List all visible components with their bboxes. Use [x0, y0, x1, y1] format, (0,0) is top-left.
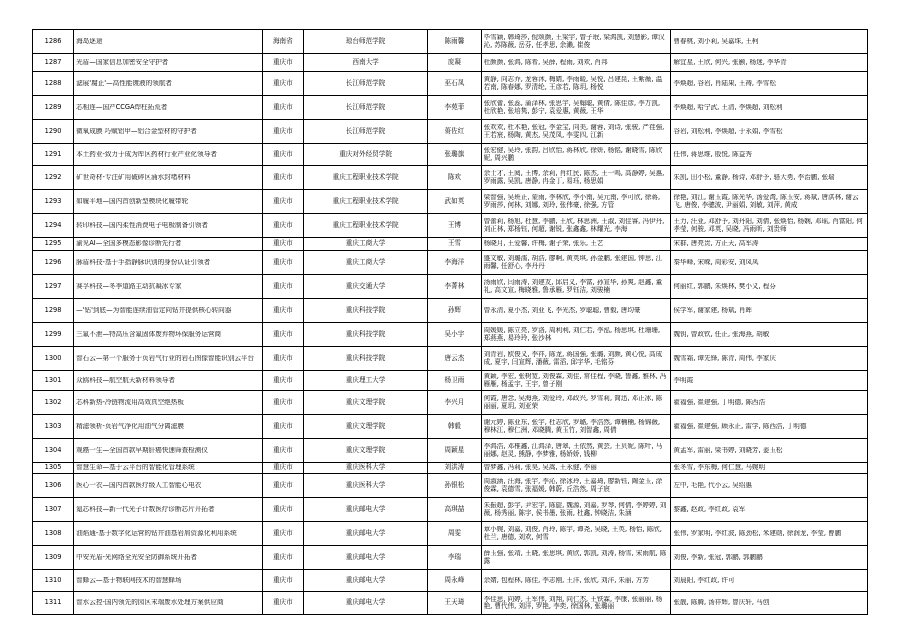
- advisors-text: 翟福强, 崔建强, 顾永正, 雷学, 陈西浩, 丁明德: [673, 422, 807, 430]
- school: 重庆邮电大学: [303, 546, 427, 570]
- advisors-text: 魏钥, 曾政钦, 任正, 张海燕, 胡敏: [673, 330, 770, 338]
- table-row: [33, 498, 868, 522]
- team-members: [481, 120, 671, 144]
- project-name: [74, 391, 263, 415]
- team-members-text: 汤雨欣, 闫雨涛, 刘建友, 邱启义, 李富, 孙宣华, 孙爽, 赵鑫, 董礼, 高文宣, 梅晓雅, 鲁承雁, 罗钰洁, 刘骏楠: [483, 279, 663, 294]
- region: 重庆市: [262, 251, 303, 275]
- advisors-text: 张冬雪, 李东梅, 何仁慧, 马婉明: [673, 464, 766, 472]
- project-name: [74, 251, 263, 275]
- school: 重庆科技学院: [303, 347, 427, 371]
- project-name-text: 微氧成膜 巧赋铝甲—铝合金型材的守护者: [76, 127, 197, 135]
- project-name: [74, 347, 263, 371]
- team-leader: 孙银松: [428, 474, 481, 498]
- row-number: 1295: [33, 238, 74, 251]
- project-name-text: 如履平地—国内首创新型模块化履带轮: [76, 197, 189, 205]
- advisors-text: 王力, 汪亚, 邓舒予, 刘丹阳, 刘倩, 张焕怡, 杨娴, 邓瑶, 肖富阳, 何孝莹, 何骏, 邓英, 吴晓, 冯雨昕, 刘贵师: [673, 218, 863, 233]
- advisors-text: 李明霞: [673, 376, 694, 384]
- team-members-text: 梁智强, 吴班正, 蒙雨, 李林欣, 李小南, 吴元南, 李可欣, 徐蒋, 罗雨莎, 何林, 刘娜, 刘玲, 张伟豪, 徐强, 方管: [483, 194, 661, 209]
- region: 重庆市: [262, 190, 303, 214]
- row-number: 1310: [33, 570, 74, 592]
- team-members-text: 刘青岩, 欧俊义, 李祥, 陈龙, 蒋国强, 张璐, 刘颜, 黄心悦, 高成成, 夏宇, 闫宣辉, 潘薇, 雷滔, 邱宇华, 毛铭芬: [483, 351, 663, 366]
- team-members-text: 曾蕾莉, 杨旭, 杜慧, 李鹏, 王欣, 林思洲, 王淑, 刘佳睿, 冯伊丹, 刘正林, 郑杨钰, 何超, 谢锐, 张鑫鑫, 林耀光, 李海: [483, 218, 665, 233]
- team-leader: 李苑菲: [428, 96, 481, 120]
- project-name-text: 本土药业-致力于成为库区药材行业产业化领导者: [76, 150, 217, 158]
- table-row: [33, 570, 868, 592]
- table-row: [33, 144, 868, 166]
- region: 重庆市: [262, 144, 303, 166]
- team-members-text: 张欢欢, 杜木艳, 张冠, 李金宝, 向美, 谢蓉, 刘诗, 张骏, 严荏强, 王若宸, 杨陶, 黄杰, 吴茂凤, 李雯四, 江新: [483, 124, 665, 139]
- row-number: 1290: [33, 120, 74, 144]
- school: 重庆文理学院: [303, 391, 427, 415]
- advisors: [671, 415, 868, 439]
- advisors-text: 任伟, 蒋思维, 殷悦, 陈益秀: [673, 150, 752, 158]
- project-name: [74, 299, 263, 323]
- row-number: 1294: [33, 214, 74, 238]
- team-members-text: 黄静, 向志乔, 龙蓉沐, 梅婧, 李雨暖, 吴悦, 吕建昆, 王紫薇, 温若南, 陈春娜, 罗清纶, 王彦若, 陈玥, 杨悦: [483, 76, 663, 91]
- project-name-text: 氪芯科技—新一代光子计数医疗诊断芯片开拓者: [76, 505, 215, 513]
- award-list-table: [32, 29, 868, 615]
- row-number: 1304: [33, 439, 74, 463]
- project-name: [74, 323, 263, 347]
- table-row: [33, 275, 868, 299]
- advisors-text: 曹春桃, 刘小莉, 吴嘉珠, 王柯: [673, 37, 759, 45]
- region: 重庆市: [262, 570, 303, 592]
- region: 重庆市: [262, 323, 303, 347]
- project-name: [74, 166, 263, 190]
- region: 重庆市: [262, 347, 303, 371]
- school: 重庆文理学院: [303, 415, 427, 439]
- advisors-text: 刘晨阳, 李红政, 许可: [673, 576, 735, 584]
- project-name-text: 智水云控-国内领先的园区末端废水处理方案供应商: [76, 599, 224, 607]
- advisors: [671, 72, 868, 96]
- school: 重庆工程职业技术学院: [303, 166, 427, 190]
- team-leader: 王雪: [428, 238, 481, 251]
- project-name-text: 智石云—第一个服务于页岩气行业的岩石图像智能识别云平台: [76, 354, 255, 362]
- team-leader: 高琪喆: [428, 498, 481, 522]
- team-members-text: 曾永清, 夏小杰, 刘亚飞, 李光杰, 罗聪聪, 曹毅, 唐均豪: [483, 306, 641, 314]
- advisors-text: 朱凯, 田小松, 董静, 杨诗, 邓舒予, 骆大勇, 李治鹏, 张瑞: [673, 173, 835, 181]
- team-members-text: 朱振超, 彭宇, 尹宏宇, 陈旋, 魏源, 刘嘉, 罗琴, 何倩, 李婷婷, 刘薇, 杨秀丽, 陈宇, 侯书墨, 张雨, 杜鑫, 钟晓洁, 朱涵: [483, 502, 667, 517]
- advisors: [671, 347, 868, 371]
- advisors-text: 谷岩, 刘松利, 李焕超, 于永娟, 李雪松: [673, 127, 783, 135]
- school: 重庆邮电大学: [303, 522, 427, 546]
- project-name-text: 中安光盾-光网络全光安全防御系统开拓者: [76, 553, 198, 561]
- region: 重庆市: [262, 522, 303, 546]
- school: 重庆邮电大学: [303, 570, 427, 592]
- table-row: [33, 72, 868, 96]
- project-name-text: 智蜂云—基于物联网技术的智慧蜂场: [76, 576, 182, 584]
- project-name: [74, 371, 263, 391]
- table-row: [33, 371, 868, 391]
- team-members: [481, 96, 671, 120]
- row-number: 1297: [33, 275, 74, 299]
- team-members: [481, 214, 671, 238]
- advisors-text: 李焕超, 哈宁武, 王清, 李焕超, 刘松利: [673, 103, 783, 111]
- table-row: [33, 238, 868, 251]
- advisors: [671, 570, 868, 592]
- team-leader: 巫石凤: [428, 72, 481, 96]
- region: 重庆市: [262, 463, 303, 474]
- team-leader: 庞凝: [428, 54, 481, 72]
- team-leader: 李瑞: [428, 546, 481, 570]
- school: 重庆医科大学: [303, 463, 427, 474]
- region: 重庆市: [262, 72, 303, 96]
- project-name: [74, 30, 263, 54]
- team-members: [481, 463, 671, 474]
- project-name: [74, 54, 263, 72]
- advisors: [671, 275, 868, 299]
- project-name-text: 油焰通-基于数字化运营的钻井油基岩屑资源化利用系统: [76, 529, 237, 537]
- row-number: 1300: [33, 347, 74, 371]
- team-members: [481, 347, 671, 371]
- advisors: [671, 592, 868, 615]
- team-members-text: 张欣蕾, 张蕊, 蒲泽林, 张思宇, 吴翰聪, 黄倩, 陈佳彦, 李万凯, 杜欣艳, 张培隽, 彭宁, 袁爱惠, 黄薇, 王华: [483, 100, 661, 115]
- advisors: [671, 474, 868, 498]
- team-members: [481, 474, 671, 498]
- team-leader: 周永峰: [428, 570, 481, 592]
- advisors: [671, 96, 868, 120]
- table-row: [33, 439, 868, 463]
- region: 重庆市: [262, 439, 303, 463]
- table-row: [33, 251, 868, 275]
- row-number: 1311: [33, 592, 74, 615]
- project-name-text: 转印科技—国内柔性消费电子电极制备引领者: [76, 221, 208, 229]
- project-name: [74, 120, 263, 144]
- region: 重庆市: [262, 592, 303, 615]
- table-row: [33, 391, 868, 415]
- row-number: 1306: [33, 474, 74, 498]
- project-name: [74, 144, 263, 166]
- project-name: [74, 415, 263, 439]
- team-leader: 周雯: [428, 522, 481, 546]
- team-leader: 刘洪涛: [428, 463, 481, 474]
- row-number: 1296: [33, 251, 74, 275]
- school: 重庆工程职业技术学院: [303, 214, 427, 238]
- school: 重庆工程职业技术学院: [303, 190, 427, 214]
- school: 重庆工商大学: [303, 238, 427, 251]
- team-members-text: 何霞, 唐念, 吴海燕, 刘爱玲, 邓政兴, 罗雪莉, 简迅, 邓正冰, 陈丽丽, 夏玥, 刘亚荣: [483, 395, 663, 410]
- project-name-text: 智慧生命—基于云平台的智能化管理系统: [76, 464, 195, 472]
- team-members-text: 李鸿浩, 邓椎鑫, 江鸿泽, 唐翠, 王依然, 黄芸, 王贝妮, 陈叶, 马丽娜, 赵灵, 熊静, 李梦雅, 杨娇娇, 钱柳: [483, 443, 663, 458]
- team-members-text: 周媛媛, 陈立亮, 罗洛, 周利利, 刘仁若, 李泓, 杨思琪, 杜珊珊, 郑燕燕, 易玲玲, 张沙林: [483, 327, 661, 342]
- table-row: [33, 30, 868, 54]
- team-leader: 武如英: [428, 190, 481, 214]
- region: 重庆市: [262, 54, 303, 72]
- advisors-text: 解宜星, 王欣, 何兴, 张颢, 杨迷, 李华青: [673, 58, 787, 66]
- team-members-text: 章小婉, 刘嘉, 刘俊, 肖玲, 陈宇, 谭尧, 吴晓, 王英, 杨怡, 陈欣, 杜兰, 唐德, 刘欢, 何雪: [483, 526, 662, 541]
- table-row: [33, 463, 868, 474]
- project-name: [74, 72, 263, 96]
- row-number: 1298: [33, 299, 74, 323]
- team-members: [481, 166, 671, 190]
- school: 重庆文理学院: [303, 439, 427, 463]
- team-members-text: 薛玉强, 张靖, 王晓, 张思琪, 黄欣, 郭凯, 刘涛, 杨雪, 宋雨航, 陈露: [483, 550, 667, 565]
- project-name: [74, 275, 263, 299]
- project-name-text: 脉盾科技-基于手指静脉识别的身份认证引领者: [76, 258, 211, 266]
- advisors-text: 宋群, 唐亮贵, 方正天, 高军涛: [673, 240, 759, 248]
- region: 重庆市: [262, 498, 303, 522]
- team-leader: 王博: [428, 214, 481, 238]
- team-members: [481, 251, 671, 275]
- table-row: [33, 592, 868, 615]
- project-name-text: —'钻'到底—为智能连续油管定向钻井提供核心转向器: [76, 306, 232, 314]
- project-name-text: 渝见AI—全国多模态影像诊断先行者: [76, 240, 182, 248]
- advisors-text: 秦华峰, 宋嵘, 周彩安, 刘凤凤: [673, 258, 759, 266]
- project-name-text: 滤展'腐止'—高性能镀液的领航者: [76, 79, 173, 87]
- row-number: 1302: [33, 391, 74, 415]
- team-members: [481, 190, 671, 214]
- table-row: [33, 120, 868, 144]
- region: 重庆市: [262, 166, 303, 190]
- advisors-text: 左中, 毛艳, 代小云, 吴绍惠: [673, 481, 752, 489]
- advisors: [671, 439, 868, 463]
- team-members-text: 杜颜颜, 张鸿, 陈希, 吴薛, 程雨, 刘欢, 肖邦: [483, 58, 608, 66]
- team-members-text: 李佳思, 向婷, 王军伟, 刘翔, 向仁杰, 王铁霖, 李康, 张丽丽, 杨艳, 曹代伟, 刘洋, 罗艳, 李奕, 徐国林, 张璐丽: [483, 595, 663, 610]
- table-row: [33, 166, 868, 190]
- team-leader: 李海洋: [428, 251, 481, 275]
- table-row: [33, 474, 868, 498]
- team-members: [481, 323, 671, 347]
- school: 重庆工商大学: [303, 251, 427, 275]
- team-members: [481, 415, 671, 439]
- advisors-text: 何丽红, 郭鹏, 朱焕林, 樊小义, 程芬: [673, 282, 776, 290]
- team-members-text: 杨晓月, 王爱馨, 许梅, 谢子荣, 张乐, 王艺: [483, 240, 604, 248]
- project-name-text: 海岛逐途: [76, 37, 103, 45]
- advisors: [671, 323, 868, 347]
- row-number: 1289: [33, 96, 74, 120]
- table-row: [33, 415, 868, 439]
- school: 重庆邮电大学: [303, 498, 427, 522]
- project-name-text: 芯相连—国产CCGA焊柱拓荒者: [76, 103, 168, 111]
- project-name: [74, 439, 263, 463]
- advisors: [671, 190, 868, 214]
- advisors-text: 李焕超, 谷岩, 肖陆果, 王祷, 李雪松: [673, 79, 776, 87]
- row-number: 1292: [33, 166, 74, 190]
- team-leader: 王天琦: [428, 592, 481, 615]
- school: 重庆理工大学: [303, 371, 427, 391]
- school: 重庆邮电大学: [303, 592, 427, 615]
- row-number: 1301: [33, 371, 74, 391]
- team-leader: 孙辉: [428, 299, 481, 323]
- region: 重庆市: [262, 415, 303, 439]
- team-members: [481, 498, 671, 522]
- advisors-text: 翟福强, 崔建强, 丁明德, 陈西浩: [673, 398, 766, 406]
- table-row: [33, 522, 868, 546]
- region: 重庆市: [262, 371, 303, 391]
- advisors: [671, 546, 868, 570]
- region: 重庆市: [262, 238, 303, 251]
- advisors: [671, 30, 868, 54]
- project-name-text: 矿世奇材-专注矿用破碎区涌水封堵材料: [76, 173, 191, 181]
- advisors-text: 张伟, 罗家明, 李红波, 陈劲松, 米建勋, 徐润龙, 李莹, 曹鹏: [673, 529, 842, 537]
- team-members-text: 余婧, 包程林, 陈佳, 李志刚, 王洋, 张欣, 刘洋, 朱丽, 方芳: [483, 576, 649, 584]
- row-number: 1287: [33, 54, 74, 72]
- team-members: [481, 439, 671, 463]
- row-number: 1303: [33, 415, 74, 439]
- region: 重庆市: [262, 391, 303, 415]
- advisors-text: 黎鑫, 赵政, 李红政, 袁军: [673, 505, 746, 513]
- row-number: 1308: [33, 522, 74, 546]
- project-name-text: 赛孚科技—冬季道路主动抗凝冰专家: [76, 282, 182, 290]
- table-row: [33, 190, 868, 214]
- advisors-text: 侯学军, 谢家建, 杨斌, 肖晖: [673, 306, 752, 314]
- advisors: [671, 391, 868, 415]
- project-name-text: 三氟不泄—特高压含氟固体废弃物环保服务运营商: [76, 330, 222, 338]
- advisors: [671, 498, 868, 522]
- project-name: [74, 214, 263, 238]
- advisors-text: 徐艳, 刘江, 谢玉霞, 陈光华, 汤爱湾, 陈玉安, 蒋斌, 唐洪林, 谢云飞, 唐俊, 李骢波, 尹丽娟, 刘敏, 刘萍, 黄成: [673, 194, 859, 209]
- advisors: [671, 463, 868, 474]
- team-members: [481, 299, 671, 323]
- project-name-text: 观癌一生—全国首款早期肝癌快速筛查检测仪: [76, 446, 208, 454]
- team-leader: 杨卫雨: [428, 371, 481, 391]
- school: 重庆医科大学: [303, 474, 427, 498]
- region: 重庆市: [262, 96, 303, 120]
- table-row: [33, 323, 868, 347]
- row-number: 1309: [33, 546, 74, 570]
- team-leader: 李菁林: [428, 275, 481, 299]
- project-name-text: 光盾—国家信息加密安全守护者: [76, 58, 169, 66]
- row-number: 1286: [33, 30, 74, 54]
- table-row: [33, 546, 868, 570]
- team-leader: 蒉佐红: [428, 120, 481, 144]
- table-row: [33, 347, 868, 371]
- row-number: 1291: [33, 144, 74, 166]
- school: 重庆科技学院: [303, 299, 427, 323]
- project-name: [74, 190, 263, 214]
- team-members: [481, 275, 671, 299]
- school: 重庆科技学院: [303, 323, 427, 347]
- team-members: [481, 546, 671, 570]
- project-name: [74, 592, 263, 615]
- project-name: [74, 498, 263, 522]
- school: 重庆对外经贸学院: [303, 144, 427, 166]
- project-name-text: 精滤领析-页岩气净化用油气分离滤膜: [76, 422, 184, 430]
- team-members: [481, 570, 671, 592]
- team-leader: 韩毅: [428, 415, 481, 439]
- team-leader: 吴小宇: [428, 323, 481, 347]
- team-members-text: 谢元婷, 陈亚东, 张宇, 杜志欣, 罗璐, 李浩然, 谭楠楠, 杨锦薇, 穆林江, 穆仁洲, 邓晓腾, 黄玉竹, 刘智鑫, 周倩: [483, 419, 661, 434]
- team-members: [481, 522, 671, 546]
- school: 西南大学: [303, 54, 427, 72]
- row-number: 1299: [33, 323, 74, 347]
- project-name-text: 芯科新热-冷链物流用高效真空绝热板: [76, 398, 184, 406]
- school: 长江师范学院: [303, 120, 427, 144]
- school: 琼台师范学院: [303, 30, 427, 54]
- row-number: 1288: [33, 72, 74, 96]
- advisors-text: 张靓, 陈腾, 汤祥辉, 曾庆轩, 马创: [673, 599, 770, 607]
- region: 重庆市: [262, 546, 303, 570]
- team-members: [481, 238, 671, 251]
- advisors: [671, 522, 868, 546]
- advisors: [671, 238, 868, 251]
- advisors: [671, 371, 868, 391]
- team-members-text: 余士才, 王阅, 王博, 余莉, 肖红民, 陈杰, 王一鸣, 高静婷, 吴惠, 罗雨露, 吴凯, 唐静, 冉金丁, 易珏, 杨思娟: [483, 170, 665, 185]
- team-members-text: 毕雪颖, 韩琦莎, 倪颂颜, 王梁宇, 曾子珉, 梁鸿凯, 刘慧影, 谭汉沁, 苏陈薇, 岳芬, 任孝思, 余濑, 崔俊: [483, 34, 665, 49]
- advisors: [671, 299, 868, 323]
- region: 重庆市: [262, 214, 303, 238]
- team-members: [481, 72, 671, 96]
- advisors-text: 刘俊, 李新, 张冠, 郭鹏, 郭鹏鹏: [673, 553, 763, 561]
- region: 重庆市: [262, 275, 303, 299]
- team-members: [481, 54, 671, 72]
- team-members: [481, 371, 671, 391]
- school: 长江师范学院: [303, 72, 427, 96]
- advisors: [671, 251, 868, 275]
- project-name: [74, 238, 263, 251]
- project-name-text: 医心一衣—国内首款医疗级人工智能心电衣: [76, 481, 202, 489]
- table-row: [33, 214, 868, 238]
- team-leader: 张璐旗: [428, 144, 481, 166]
- project-name: [74, 522, 263, 546]
- table-row: [33, 96, 868, 120]
- project-name: [74, 474, 263, 498]
- advisors: [671, 120, 868, 144]
- school: 重庆交通大学: [303, 275, 427, 299]
- team-members-text: 张宏健, 吴玲, 张韵, 吕欣怡, 蒋林欣, 徐妍, 杨铭, 谢晓雪, 陈欣妮, 周兴鹏: [483, 147, 663, 162]
- advisors: [671, 166, 868, 190]
- advisors-text: 黄孟军, 雷丽, 梁书婷, 刘晓芳, 姜玉松: [673, 446, 783, 454]
- award-list-body: [33, 30, 868, 615]
- school: 长江师范学院: [303, 96, 427, 120]
- row-number: 1293: [33, 190, 74, 214]
- table-row: [33, 54, 868, 72]
- team-members: [481, 391, 671, 415]
- team-members: [481, 592, 671, 615]
- team-leader: 陈欢: [428, 166, 481, 190]
- region: 重庆市: [262, 474, 303, 498]
- team-leader: 周颖星: [428, 439, 481, 463]
- team-leader: 陈雨馨: [428, 30, 481, 54]
- team-leader: 唐云杰: [428, 347, 481, 371]
- team-members: [481, 144, 671, 166]
- row-number: 1305: [33, 463, 74, 474]
- region: 海南省: [262, 30, 303, 54]
- region: 重庆市: [262, 120, 303, 144]
- advisors: [671, 144, 868, 166]
- team-members-text: 黄颖, 李宏, 张树宽, 刘俊霖, 刘佳, 常佳程, 李晓, 鲁鑫, 雅林, 冯雁雁, 杨孟宇, 王宇, 曾子刚: [483, 373, 667, 388]
- project-name: [74, 570, 263, 592]
- team-members: [481, 30, 671, 54]
- advisors-text: 魏雪霜, 谭先锋, 陈青, 周伟, 李家庆: [673, 354, 776, 362]
- team-members-text: 周淑涵, 汪海, 张宇, 李沁, 徐冰玲, 王嘉琦, 廖新钰, 陶金玉, 涂俊霖, 袁德雪, 张福媛, 韩蔚, 丘浩然, 周子宸: [483, 478, 663, 493]
- team-members-text: 盛文敏, 刘璐濡, 胡浩, 廖啊, 黄英琪, 孙金鹏, 张建国, 钟思, 江雨馨, 任舒心, 李丹丹: [483, 255, 663, 270]
- row-number: 1307: [33, 498, 74, 522]
- table-row: [33, 299, 868, 323]
- project-name: [74, 546, 263, 570]
- team-members-text: 曾梦鑫, 冯莉, 张昊, 吴嵩, 王永健, 李丽: [483, 464, 597, 472]
- advisors: [671, 54, 868, 72]
- project-name-text: 众鸥科技—航空航天新材料领导者: [76, 376, 175, 384]
- advisors: [671, 214, 868, 238]
- team-leader: 李兴月: [428, 391, 481, 415]
- project-name: [74, 463, 263, 474]
- project-name: [74, 96, 263, 120]
- region: 重庆市: [262, 299, 303, 323]
